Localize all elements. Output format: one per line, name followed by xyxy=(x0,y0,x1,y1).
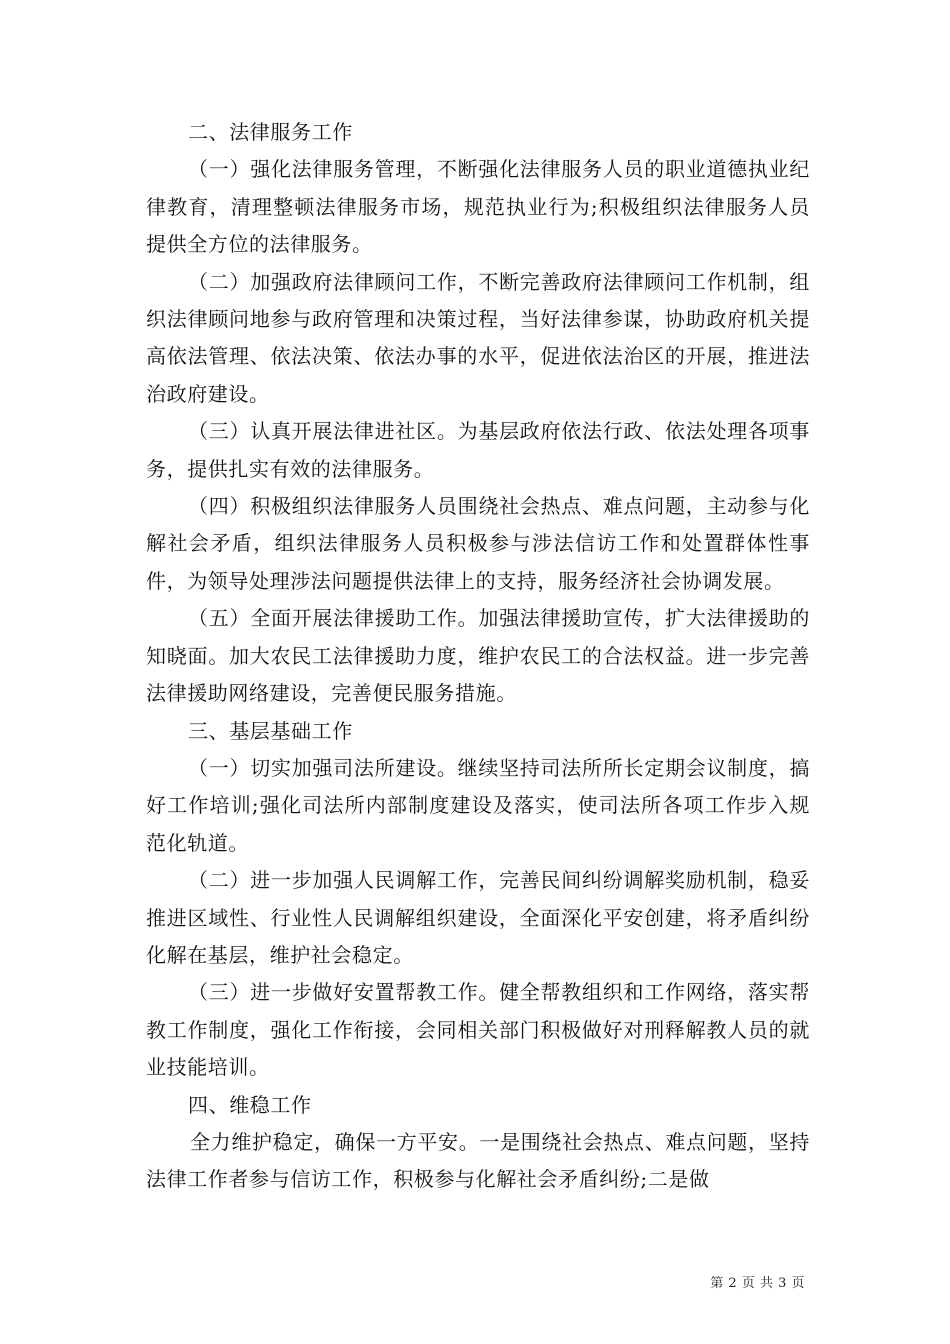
section-heading-grassroots: 三、基层基础工作 xyxy=(188,718,353,743)
paragraph-legal-services-1: （一）强化法律服务管理，不断强化法律服务人员的职业道德执业纪律教育，清理整顿法律服务市场，规范执业行为;积极组织法律服务人员提供全方位的法律服务。 xyxy=(146,157,810,257)
paragraph-legal-services-2: （二）加强政府法律顾问工作，不断完善政府法律顾问工作机制，组织法律顾问地参与政府管理和决策过程，当好法律参谋，协助政府机关提高依法管理、依法决策、依法办事的水平，促进依法治区的开展，推进法治政府建设。 xyxy=(146,269,810,406)
paragraph-grassroots-3: （三）进一步做好安置帮教工作。健全帮教组织和工作网络，落实帮教工作制度，强化工作衔接，会同相关部门积极做好对刑释解教人员的就业技能培训。 xyxy=(146,980,810,1080)
paragraph-legal-services-4: （四）积极组织法律服务人员围绕社会热点、难点问题，主动参与化解社会矛盾，组织法律服务人员积极参与涉法信访工作和处置群体性事件，为领导处理涉法问题提供法律上的支持，服务经济社会协调发展。 xyxy=(146,494,810,593)
page-number-footer: 第 2 页 共 3 页 xyxy=(710,1276,805,1291)
section-heading-stability: 四、维稳工作 xyxy=(188,1092,312,1117)
document-body xyxy=(146,114,810,1199)
paragraph-legal-services-3: （三）认真开展法律进社区。为基层政府依法行政、依法处理各项事务，提供扎实有效的法律服务。 xyxy=(146,419,810,481)
paragraph-legal-services-5: （五）全面开展法律援助工作。加强法律援助宣传，扩大法律援助的知晓面。加大农民工法律援助力度，维护农民工的合法权益。进一步完善法律援助网络建设，完善便民服务措施。 xyxy=(146,606,810,706)
paragraph-grassroots-1: （一）切实加强司法所建设。继续坚持司法所所长定期会议制度，搞好工作培训;强化司法所内部制度建设及落实，使司法所各项工作步入规范化轨道。 xyxy=(146,755,810,855)
section-heading-legal-services: 二、法律服务工作 xyxy=(188,120,353,144)
paragraph-grassroots-2: （二）进一步加强人民调解工作，完善民间纠纷调解奖励机制，稳妥推进区域性、行业性人民调解组织建设，全面深化平安创建，将矛盾纠纷化解在基层，维护社会稳定。 xyxy=(146,868,810,967)
paragraph-stability-1: 全力维护稳定，确保一方平安。一是围绕社会热点、难点问题，坚持法律工作者参与信访工作，积极参与化解社会矛盾纠纷;二是做 xyxy=(146,1129,810,1192)
